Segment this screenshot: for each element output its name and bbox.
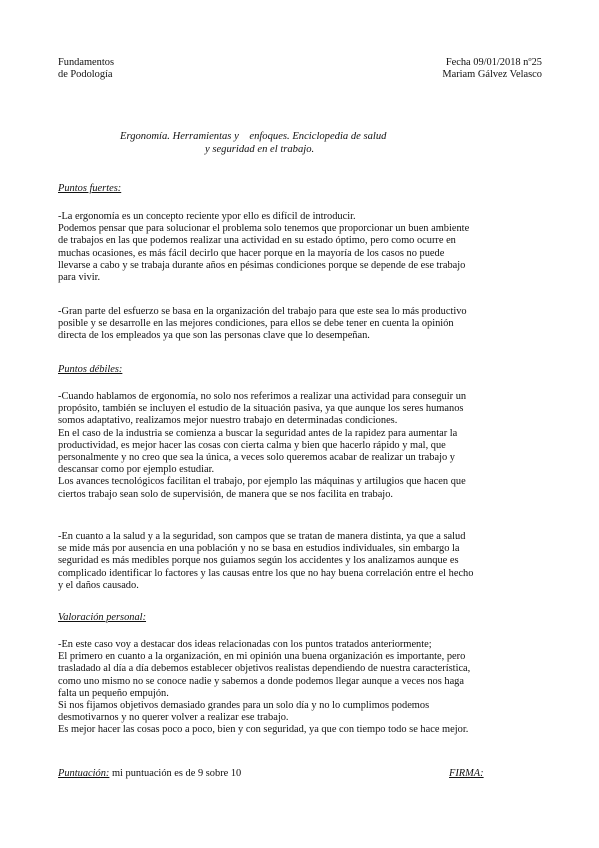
text-line: y el daños causado.	[58, 579, 139, 591]
text-line: productividad, es mejor hacer las cosas con cierta calma y bien que hacerlo rápido y mal, que	[58, 439, 446, 451]
document-title-line: Ergonomía. Herramientas y enfoques. Enciclopedia de salud	[120, 131, 387, 142]
text-line: El primero en cuanto a la organización, en mi opinión una buena organización es importante, pero	[58, 651, 466, 663]
text-line: somos adaptativo, realizamos mejor nuestro trabajo en determinadas condiciones.	[58, 415, 398, 427]
section-heading-strengths: Puntos fuertes:	[58, 183, 122, 194]
text-line: se mide más por ausencia en una población y no se basa en estudios individuales, sin embargo la	[58, 543, 460, 555]
score-label: Puntuación:	[58, 768, 110, 779]
course-title	[58, 57, 114, 81]
text-line: Los avances tecnológicos facilitan el trabajo, por ejemplo las máquinas y artilugios que hacen que	[58, 476, 466, 488]
text-line: ciertos trabajo sean solo de supervisión, de manera que se nos facilita en trabajo.	[58, 488, 393, 500]
text-line: Podemos pensar que para solucionar el problema solo tenemos que proporcionar un buen ambiente	[58, 223, 470, 235]
score-line	[58, 768, 241, 780]
section-heading-weaknesses: Puntos débiles:	[58, 364, 123, 375]
text-line: llevarse a cabo y se trabaja durante años en pésimas condiciones porque se depende de ese trabajo	[58, 259, 466, 271]
course-title-line: Fundamentos	[58, 57, 114, 68]
text-line: Si nos fijamos objetivos demasiado grandes para un solo día y no lo cumplimos podemos	[58, 700, 430, 712]
date-author	[442, 57, 542, 81]
paragraph	[58, 531, 542, 592]
text-line: personalmente y no creo que sea la única, a veces solo queremos acabar de realizar un trabajo y	[58, 452, 455, 464]
author-line: Mariam Gálvez Velasco	[442, 69, 542, 80]
signature-label: FIRMA:	[449, 768, 484, 779]
text-line: directa de los empleados ya que son las personas clave que lo desempeñan.	[58, 330, 370, 342]
text-line: descansar como por ejemplo estudiar.	[58, 464, 215, 476]
document-title-line: y seguridad en el trabajo.	[205, 144, 315, 155]
text-line: En el caso de la industria se comienza a buscar la seguridad antes de la rapidez para aumentar la	[58, 427, 458, 439]
course-title-line: de Podología	[58, 69, 113, 80]
score-text: mi puntuación es de 9 sobre 10	[109, 768, 242, 779]
section-heading-assessment: Valoración personal:	[58, 612, 147, 623]
date-line: Fecha 09/01/2018 nº25	[445, 57, 542, 68]
document-title	[120, 130, 386, 156]
text-line: falta un pequeño empujón.	[58, 687, 169, 699]
paragraph	[58, 391, 542, 501]
text-line: -En este caso voy a destacar dos ideas relacionadas con los puntos tratados anteriormente;	[58, 639, 432, 650]
text-line: para vivir.	[58, 272, 101, 284]
text-line: trasladado al día a día debemos establecer objetivos realistas dependiendo de nuestra característica,	[58, 663, 471, 675]
text-line: -La ergonomía es un concepto reciente ypor ello es difícil de introducir.	[58, 211, 356, 222]
text-line: desmotivarnos y no querer volver a realizar ese trabajo.	[58, 712, 289, 724]
text-line: muchas ocasiones, es más fácil decirlo que hacer porque en la mayoría de los casos no puede	[58, 247, 445, 259]
text-line: -Cuando hablamos de ergonomía, no solo nos referimos a realizar una actividad para conseguir un	[58, 391, 467, 402]
paragraph	[58, 306, 542, 343]
text-line: complicado identificar lo factores y las causas entre los que no hay buena correlación entre el hecho	[58, 567, 474, 579]
text-line: posible y se desarrolle en las mejores condiciones, para ellos se debe tener en cuenta la opinión	[58, 318, 454, 330]
text-line: seguridad es más medibles porque nos guiamos según los accidentes y los analizamos aunque es	[58, 555, 459, 567]
text-line: -Gran parte del esfuerzo se basa en la organización del trabajo para que este sea lo más productivo	[58, 306, 467, 317]
paragraph	[58, 639, 542, 737]
text-line: -En cuanto a la salud y a la seguridad, son campos que se tratan de manera distinta, ya que a salud	[58, 531, 466, 542]
paragraph	[58, 211, 542, 284]
text-line: Es mejor hacer las cosas poco a poco, bien y con seguridad, ya que con tiempo todo se hace mejor.	[58, 724, 469, 736]
text-line: de trabajos en las que podemos realizar una actividad en su estado óptimo, pero como ocurre en	[58, 235, 456, 247]
text-line: propósito, también se incluyen el estudio de la situación pasiva, ya que aunque los seres humanos	[58, 403, 464, 415]
text-line: como uno mismo no se conoce nadie y sabemos a donde podemos llegar aunque a veces nos haga	[58, 675, 464, 687]
